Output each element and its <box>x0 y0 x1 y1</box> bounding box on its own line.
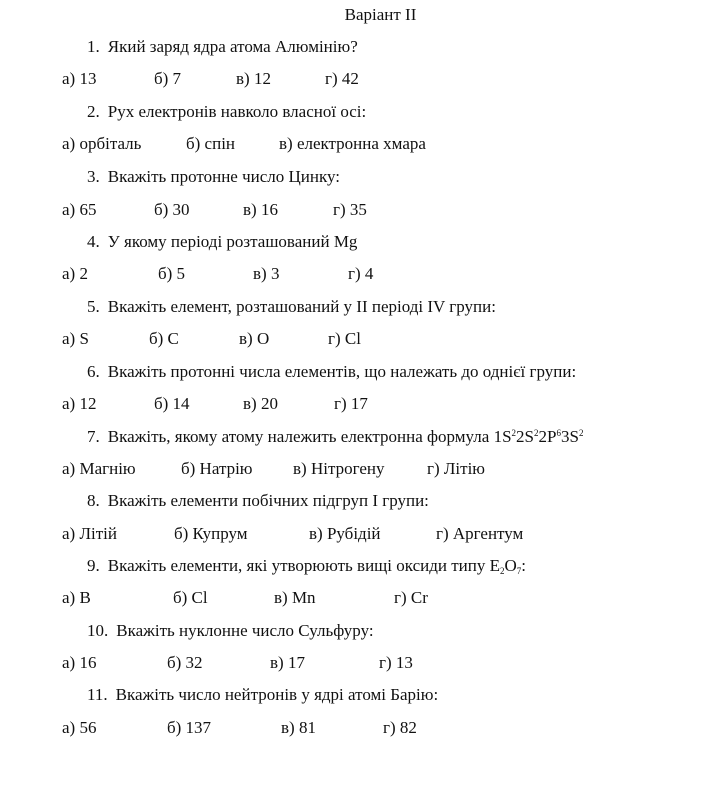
option-a[interactable]: а) B <box>62 588 91 607</box>
option-g[interactable]: г) Cl <box>328 329 361 348</box>
question-number: 5. <box>87 297 100 316</box>
option-v[interactable]: в) електронна хмара <box>279 134 426 153</box>
question-2 <box>87 101 366 123</box>
question-text: Рух електронів навколо власної осі: <box>107 102 367 121</box>
question-9: 9. Вкажіть елементи, які утворюють вищі оксиди типу $E_2O_7$: <box>87 556 526 576</box>
question-text: Вкажіть елемент, розташований у II періоді IV групи: <box>107 297 496 316</box>
option-v[interactable]: в) 81 <box>281 718 316 737</box>
option-v[interactable]: в) 17 <box>270 653 305 672</box>
option-v[interactable]: в) 20 <box>243 394 278 413</box>
option-a[interactable]: а) 16 <box>62 653 97 672</box>
question-text: Вкажіть нуклонне число Сульфуру: <box>116 621 374 640</box>
question-4 <box>87 231 357 253</box>
question-text: Який заряд ядра атома Алюмінію? <box>107 37 358 56</box>
option-g[interactable]: г) Аргентум <box>436 524 524 543</box>
question-number: 2. <box>87 102 100 121</box>
option-v[interactable]: в) O <box>239 329 270 348</box>
question-5 <box>87 296 496 318</box>
option-b[interactable]: б) 7 <box>154 69 182 88</box>
option-a[interactable]: а) 65 <box>62 200 97 219</box>
question-number: 8. <box>87 491 100 510</box>
option-g[interactable]: г) 4 <box>348 264 374 283</box>
option-v[interactable]: в) Mn <box>274 588 316 607</box>
option-v[interactable]: в) 3 <box>253 264 280 283</box>
option-v[interactable]: в) 16 <box>243 200 278 219</box>
option-a[interactable]: а) S <box>62 329 89 348</box>
option-g[interactable]: г) Cr <box>394 588 428 607</box>
question-1 <box>87 36 358 58</box>
question-number: 10. <box>87 621 109 640</box>
question-number: 3. <box>87 167 100 186</box>
question-text: Вкажіть число нейтронів у ядрі атомі Барію: <box>115 685 439 704</box>
question-text: У якому періоді розташований Mg <box>107 232 358 251</box>
option-a[interactable]: а) 2 <box>62 264 88 283</box>
question-6 <box>87 361 576 383</box>
question-number: 6. <box>87 362 100 381</box>
option-v[interactable]: в) 12 <box>236 69 271 88</box>
question-text: Вкажіть елементи побічних підгруп I групи: <box>107 491 429 510</box>
question-number: 9. <box>87 556 100 575</box>
option-g[interactable]: г) 82 <box>383 718 417 737</box>
electron-formula: $1S^22S^22P^63S^2$ <box>493 427 584 446</box>
option-a[interactable]: а) орбіталь <box>62 134 142 153</box>
question-text: Вкажіть протонне число Цинку: <box>107 167 341 186</box>
question-number: 11. <box>87 685 108 704</box>
question-number: 7. <box>87 427 100 446</box>
option-a[interactable]: а) 13 <box>62 69 97 88</box>
question-number: 4. <box>87 232 100 251</box>
option-g[interactable]: г) 42 <box>325 69 359 88</box>
option-b[interactable]: б) 32 <box>167 653 203 672</box>
option-a[interactable]: а) Літій <box>62 524 117 543</box>
option-b[interactable]: б) 14 <box>154 394 190 413</box>
option-b[interactable]: б) Cl <box>173 588 208 607</box>
option-b[interactable]: б) C <box>149 329 179 348</box>
option-b[interactable]: б) спін <box>186 134 236 153</box>
question-7 <box>87 426 583 448</box>
option-g[interactable]: г) 13 <box>379 653 413 672</box>
question-text: Вкажіть, якому атому належить електронна формула <box>107 427 494 446</box>
option-g[interactable]: г) 17 <box>334 394 368 413</box>
option-a[interactable]: а) Магнію <box>62 459 136 478</box>
question-10 <box>87 620 374 642</box>
option-b[interactable]: б) Купрум <box>174 524 248 543</box>
question-3 <box>87 166 340 188</box>
question-text: Вкажіть протонні числа елементів, що належать до однієї групи: <box>107 362 577 381</box>
option-b[interactable]: б) 5 <box>158 264 186 283</box>
question-text: Вкажіть елементи, які утворюють вищі оксиди типу <box>107 556 490 575</box>
option-v[interactable]: в) Нітрогену <box>293 459 385 478</box>
option-v[interactable]: в) Рубідій <box>309 524 381 543</box>
option-a[interactable]: а) 12 <box>62 394 97 413</box>
option-b[interactable]: б) 137 <box>167 718 212 737</box>
question-11 <box>87 684 438 706</box>
option-g[interactable]: г) Літію <box>427 459 485 478</box>
option-b[interactable]: б) 30 <box>154 200 190 219</box>
option-a[interactable]: а) 56 <box>62 718 97 737</box>
oxide-formula: $E_2O_7$ <box>489 556 522 576</box>
question-number: 1. <box>87 37 100 56</box>
question-8 <box>87 490 429 512</box>
option-g[interactable]: г) 35 <box>333 200 367 219</box>
page-title: Варіант II <box>344 5 417 24</box>
option-b[interactable]: б) Натрію <box>181 459 253 478</box>
